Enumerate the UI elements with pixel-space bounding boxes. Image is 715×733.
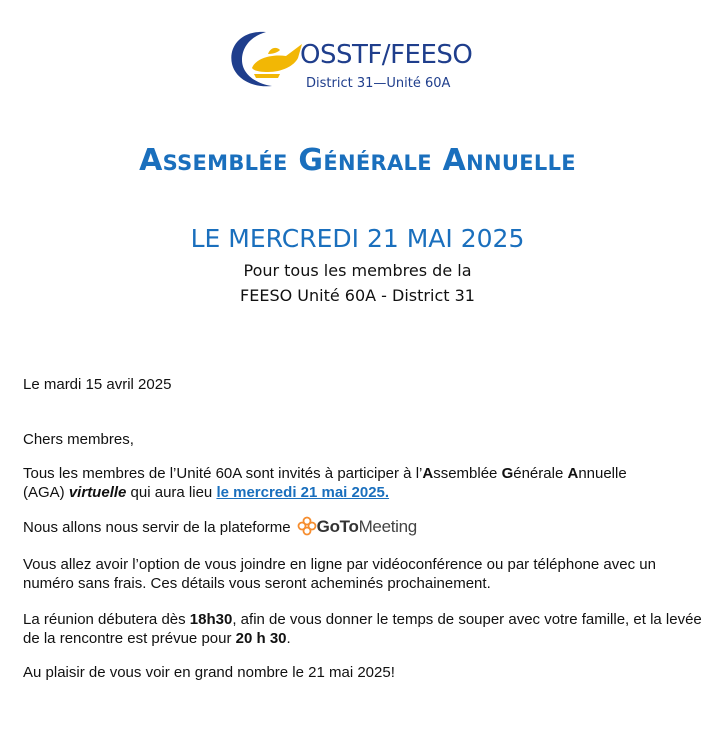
osstf-logo bbox=[228, 24, 488, 94]
text: . bbox=[286, 630, 291, 647]
lamp-icon bbox=[228, 24, 308, 94]
gotomeeting-goto: GoTo bbox=[316, 516, 359, 536]
gotomeeting-meeting: Meeting bbox=[358, 516, 417, 536]
bold-initial: A bbox=[567, 465, 579, 482]
bold-initial: G bbox=[501, 465, 514, 482]
text: , afin de vous donner le temps de souper avec votre famille, et la levée de la rencontre est prévue pour bbox=[23, 611, 702, 647]
salutation: Chers membres, bbox=[23, 431, 134, 448]
title-rest: nnuelle bbox=[466, 143, 576, 178]
title-initial: A bbox=[442, 143, 467, 178]
text: nnuelle bbox=[578, 465, 627, 482]
event-date: LE MERCREDI 21 MAI 2025 bbox=[190, 224, 525, 253]
title-rest: ssemblée bbox=[162, 143, 288, 178]
title-initial: A bbox=[139, 143, 163, 178]
text: La réunion débutera dès bbox=[23, 611, 190, 628]
schedule-paragraph bbox=[23, 610, 703, 648]
bold-initial: A bbox=[422, 465, 434, 482]
closing-line: Au plaisir de vous voir en grand nombre le 21 mai 2025! bbox=[23, 664, 395, 681]
connection-paragraph: Vous allez avoir l’option de vous joindre en ligne par vidéoconférence ou par téléphone avec un numéro sans frais. Ces détails vous seront acheminés prochainement. bbox=[23, 556, 656, 592]
page-title bbox=[0, 143, 715, 178]
gotomeeting-logo bbox=[297, 516, 417, 536]
text: qui aura lieu bbox=[126, 484, 217, 501]
text: (AGA) bbox=[23, 484, 69, 501]
meeting-date-link[interactable]: le mercredi 21 mai 2025. bbox=[216, 484, 390, 501]
virtual-emphasis: virtuelle bbox=[68, 484, 127, 501]
end-time: 20 h 30 bbox=[235, 630, 287, 647]
title-initial: G bbox=[298, 143, 324, 178]
text: énérale bbox=[513, 465, 568, 482]
text: Nous allons nous servir de la plateforme bbox=[23, 519, 291, 536]
audience-line-2: FEESO Unité 60A - District 31 bbox=[240, 286, 475, 305]
invitation-paragraph bbox=[23, 464, 703, 502]
start-time: 18h30 bbox=[189, 611, 233, 628]
letter-date: Le mardi 15 avril 2025 bbox=[23, 376, 172, 393]
platform-paragraph bbox=[23, 518, 703, 538]
text: ssemblée bbox=[433, 465, 502, 482]
logo-name: OSSTF/FEESO bbox=[300, 40, 473, 70]
title-rest: énérale bbox=[323, 143, 432, 178]
audience-line-1: Pour tous les membres de la bbox=[243, 261, 472, 280]
gotomeeting-flower-icon bbox=[297, 516, 317, 536]
text: Tous les membres de l’Unité 60A sont invités à participer à l’ bbox=[23, 465, 423, 482]
logo-subtitle: District 31—Unité 60A bbox=[306, 76, 451, 91]
